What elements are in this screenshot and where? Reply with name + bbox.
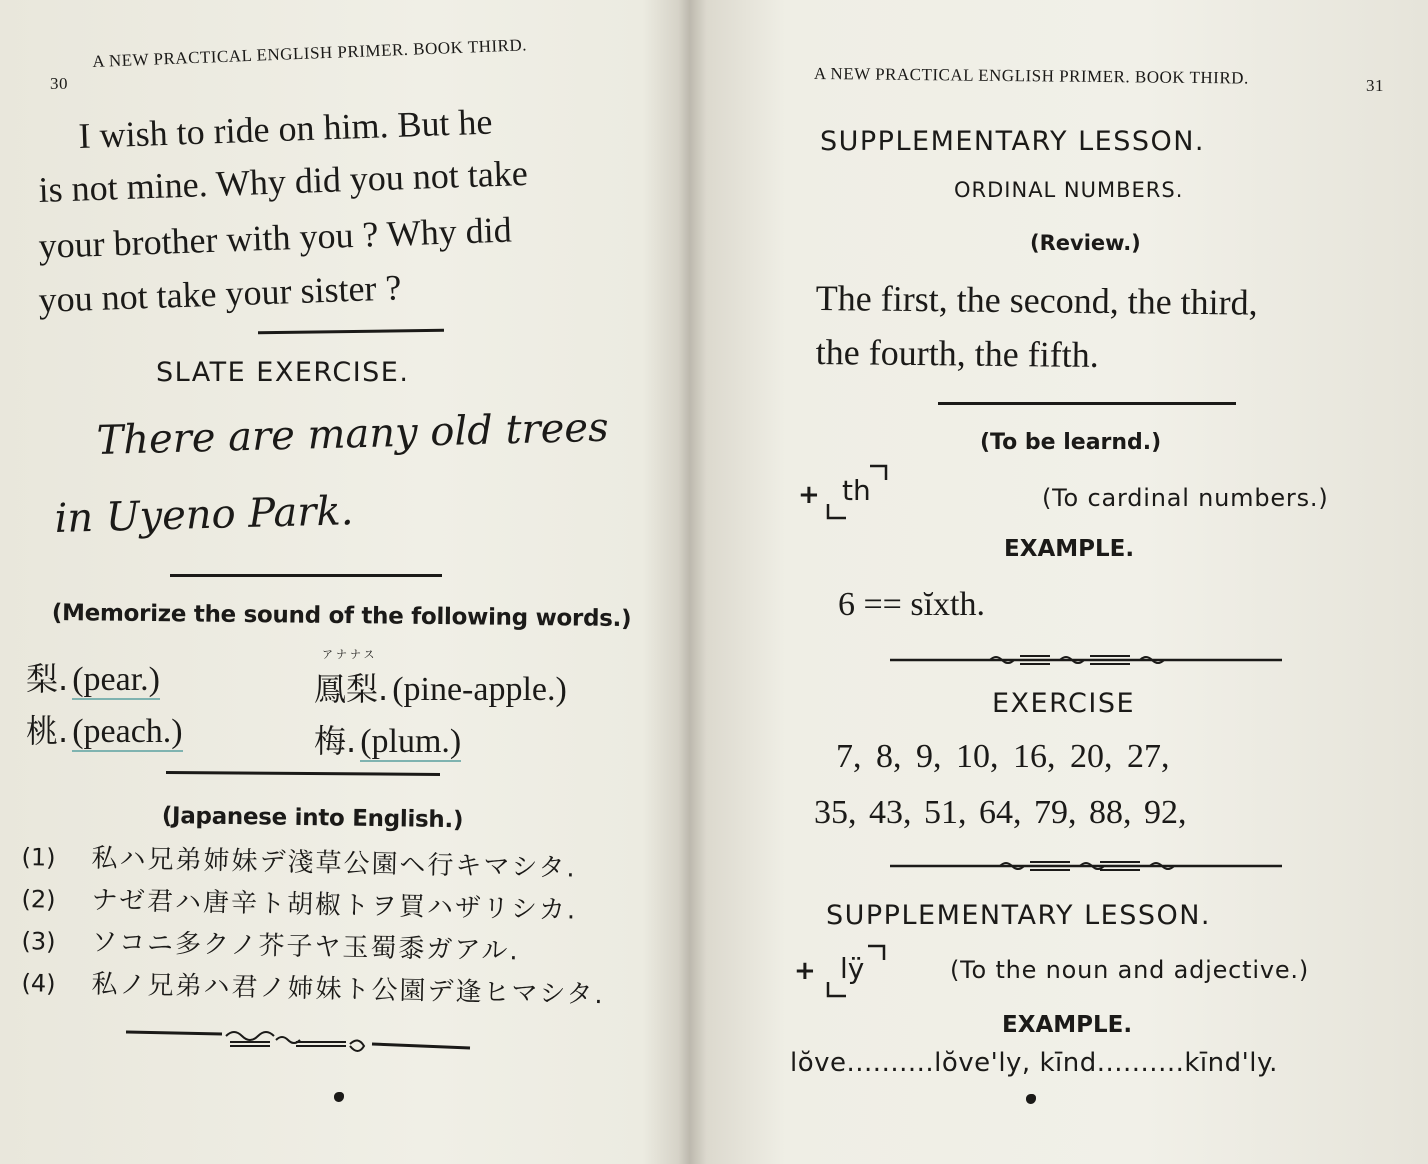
slate-line-2: in Uyeno Park. [54,488,354,542]
lesson-title-2: SUPPLEMENTARY LESSON. [826,900,1212,931]
paragraph-line-3: your brother with you ? Why did [37,209,513,266]
vocab-item [26,706,183,752]
exercise-number: (2) [21,884,56,914]
vocab-english: (pine-apple.) [392,671,567,708]
page-number: 30 [50,74,68,93]
paragraph-line-4: you not take your sister ? [37,267,403,320]
exercise-row [21,836,577,885]
translation-note: (Japanese into English.) [161,803,464,834]
running-head: A NEW PRACTICAL ENGLISH PRIMER. BOOK THIRD. [813,64,1249,88]
example2-line: lŏve..........lŏve'ly, kīnd..........kīnd'ly. [790,1048,1278,1078]
vocab-english: (peach.) [72,713,183,750]
section-rule [166,771,440,776]
exercise-row [21,920,520,967]
slate-exercise-heading: SLATE EXERCISE. [156,357,410,388]
exercise-text: ナゼ君ハ唐辛ト胡椒トヲ買ハザリシカ. [91,885,578,926]
exercise-text: 私ノ兄弟ハ君ノ姉妹ト公園デ逢ヒマシタ. [91,969,605,1011]
page-number: 31 [1366,76,1384,95]
exercise-heading: EXERCISE [992,688,1136,719]
vocab-english: (plum.) [360,723,462,760]
ornamental-divider [890,652,1282,668]
vocab-kanji: 梅. [314,722,357,760]
vocab-item [314,664,567,710]
example-heading: EXAMPLE. [1004,536,1135,562]
left-page [0,0,676,1164]
section-rule [258,329,444,335]
example2-heading: EXAMPLE. [1002,1012,1133,1038]
exercise-row [21,962,605,1011]
suffix-plus: + [798,480,820,510]
vocab-item [314,716,461,762]
suffix-bracket [824,462,890,522]
ink-mark [334,1092,344,1102]
suffix2-plus: + [794,956,816,986]
exercise-row-1: 7, 8, 9, 10, 16, 20, 27, [836,738,1170,775]
exercise-number: (3) [21,926,56,956]
to-be-learnd-note: (To be learnd.) [980,430,1162,455]
suffix2-note: (To the noun and adjective.) [950,956,1310,984]
right-page [690,0,1428,1164]
ornamental-divider [126,1024,472,1064]
paragraph-line-1: I wish to ride on him. But he [77,101,494,156]
section-rule [938,402,1236,405]
exercise-row-2: 35, 43, 51, 64, 79, 88, 92, [814,794,1187,831]
exercise-text: 私ハ兄弟姉妹デ淺草公園ヘ行キマシタ. [91,843,577,884]
slate-line-1: There are many old trees [96,404,610,464]
vocab-english: (pear.) [72,661,160,698]
memorize-note: (Memorize the sound of the following words.) [51,600,632,633]
lesson-title: SUPPLEMENTARY LESSON. [820,126,1206,157]
suffix-th: th [842,474,871,507]
suffix2-ly: lÿ [840,952,865,985]
vocab-kanji: 鳳梨. [314,670,389,708]
vocab-ruby: アナナス [322,648,378,661]
ink-mark [1026,1094,1036,1104]
vocab-kanji: 梨. [26,660,69,698]
lesson-subtitle: ORDINAL NUMBERS. [954,178,1184,202]
exercise-number: (4) [21,968,56,998]
exercise-row [21,878,577,927]
vocab-item [26,654,160,700]
ordinal-line-2: the fourth, the fifth. [815,332,1099,375]
exercise-number: (1) [21,842,56,872]
ordinal-line-1: The first, the second, the third, [815,278,1258,323]
ornamental-divider [890,858,1282,874]
paragraph-line-2: is not mine. Why did you not take [37,152,529,210]
section-rule [170,574,442,577]
example-line: 6 == sĭxth. [838,586,985,623]
running-head: A NEW PRACTICAL ENGLISH PRIMER. BOOK THIRD. [92,35,528,71]
suffix-note: (To cardinal numbers.) [1042,484,1329,512]
suffix2-bracket [824,942,890,1000]
exercise-text: ソコニ多クノ芥子ヤ玉蜀黍ガアル. [91,927,520,967]
review-note: (Review.) [1030,231,1141,255]
vocab-kanji: 桃. [26,712,69,750]
